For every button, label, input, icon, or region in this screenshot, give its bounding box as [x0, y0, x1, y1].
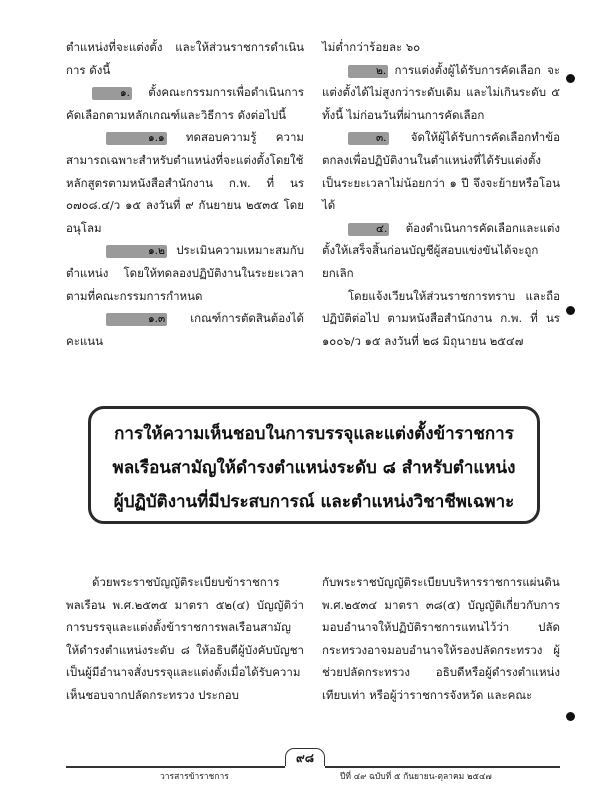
section-title-line-1: การให้ความเห็นชอบในการบรรจุและแต่งตั้งข้าราชการ	[114, 424, 514, 444]
list-item-1-3	[66, 307, 304, 352]
item-text: การแต่งตั้งผู้ได้รับการคัดเลือก จะแต่งตั้งได้ไม่สูงกว่าระดับเดิม และไม่เกินระดับ ๕ ทั้งนี้ ไม่ก่อนวันที่ผ่านการคัดเลือก	[322, 62, 560, 122]
bottom-left-column	[66, 571, 304, 707]
paragraph: ไม่ต่ำกว่าร้อยละ ๖๐	[322, 40, 421, 54]
punch-hole-icon	[566, 306, 575, 315]
item-text: เกณฑ์การตัดสินต้องได้คะแนน	[66, 311, 304, 348]
top-left-column	[66, 36, 304, 352]
list-item-1-1	[66, 126, 304, 239]
punch-hole-icon	[566, 712, 575, 721]
item-number: ๑.	[92, 87, 132, 100]
item-text: ทดสอบความรู้ ความสามารถเฉพาะสำหรับตำแหน่งที่จะแต่งตั้งโดยใช้หลักสูตรตามหนังสือสำนักงาน ก.พ. ที่ นร ๐๗๐๘.๔/ว ๑๕ ลงวันที่ ๙ กันยายน ๒๕๓๕ โดยอนุโลม	[66, 130, 304, 235]
list-item-1-2	[66, 239, 304, 307]
item-number: ๒.	[348, 65, 388, 78]
footer-rule-right	[325, 766, 560, 768]
footer-issue-info: ปีที่ ๔๙ ฉบับที่ ๕ กันยายน-ตุลาคม ๒๕๔๗	[340, 772, 492, 782]
item-number: ๑.๓	[106, 313, 167, 326]
paragraph: ตำแหน่งที่จะแต่งตั้ง และให้ส่วนราชการดำเนินการ ดังนี้	[66, 40, 304, 77]
item-text: ประเมินความเหมาะสมกับตำแหน่ง โดยให้ทดลองปฏิบัติงานในระยะเวลาตามที่คณะกรรมการกำหนด	[66, 243, 304, 303]
item-number: ๑.๑	[106, 132, 167, 145]
list-item-1	[66, 81, 304, 126]
list-item-3	[322, 126, 560, 216]
top-right-column	[322, 36, 560, 352]
footer-journal-name: วารสารข้าราชการ	[160, 772, 229, 782]
closing-paragraph: โดยแจ้งเวียนให้ส่วนราชการทราบ และถือปฏิบัติต่อไป ตามหนังสือสำนักงาน ก.พ. ที่ นร ๑๐๐๖/ว ๑๕ ลงวันที่ ๒๘ มิถุนายน ๒๕๔๗	[322, 288, 560, 348]
paragraph: ด้วยพระราชบัญญัติระเบียบข้าราชการพลเรือน พ.ศ.๒๕๓๕ มาตรา ๕๒(๔) บัญญัติว่า การบรรจุและแต่งตั้งข้าราชการพลเรือนสามัญให้ดำรงตำแหน่งระดับ ๘ ให้อธิบดีผู้บังคับบัญชาเป็นผู้มีอำนาจสั่งบรรจุและแต่งตั้งเมื่อได้รับความเห็นชอบจากปลัดกระทรวง ประกอบ	[66, 575, 304, 702]
section-title-box	[88, 406, 540, 524]
list-item-2	[322, 59, 560, 127]
page-number: ๙๘	[285, 748, 325, 766]
item-text: จัดให้ผู้ได้รับการคัดเลือกทำข้อตกลงเพื่อปฏิบัติงานในตำแหน่งที่ได้รับแต่งตั้งเป็นระยะเวลาไม่น้อยกว่า ๑ ปี จึงจะย้ายหรือโอนได้	[322, 130, 560, 213]
punch-hole-icon	[566, 74, 575, 83]
section-title-line-2: พลเรือนสามัญให้ดำรงตำแหน่งระดับ ๘ สำหรับตำแหน่ง	[112, 458, 516, 478]
bottom-right-column	[322, 571, 560, 707]
item-number: ๔.	[348, 223, 389, 236]
item-text: ตั้งคณะกรรมการเพื่อดำเนินการคัดเลือกตามหลักเกณฑ์และวิธีการ ดังต่อไปนี้	[66, 85, 304, 122]
paragraph: กับพระราชบัญญัติระเบียบบริหารราชการแผ่นดิน พ.ศ.๒๕๓๔ มาตรา ๓๘(๕) บัญญัติเกี่ยวกับการมอบอำนาจให้ปฏิบัติราชการแทนไว้ว่า ปลัดกระทรวงอาจมอบอำนาจให้รองปลัดกระทรวง ผู้ช่วยปลัดกระทรวง อธิบดีหรือผู้ดำรงตำแหน่งเทียบเท่า หรือผู้ว่าราชการจังหวัด และคณะ	[322, 575, 560, 702]
item-number: ๑.๒	[106, 245, 167, 258]
footer-rule-left	[66, 766, 285, 768]
section-title-line-3: ผู้ปฏิบัติงานที่มีประสบการณ์ และตำแหน่งวิชาชีพเฉพาะ	[113, 492, 515, 512]
item-text: ต้องดำเนินการคัดเลือกและแต่งตั้งให้เสร็จสิ้นก่อนบัญชีผู้สอบแข่งขันได้จะถูกยกเลิก	[322, 220, 560, 280]
list-item-4	[322, 217, 560, 285]
item-number: ๓.	[348, 132, 389, 145]
